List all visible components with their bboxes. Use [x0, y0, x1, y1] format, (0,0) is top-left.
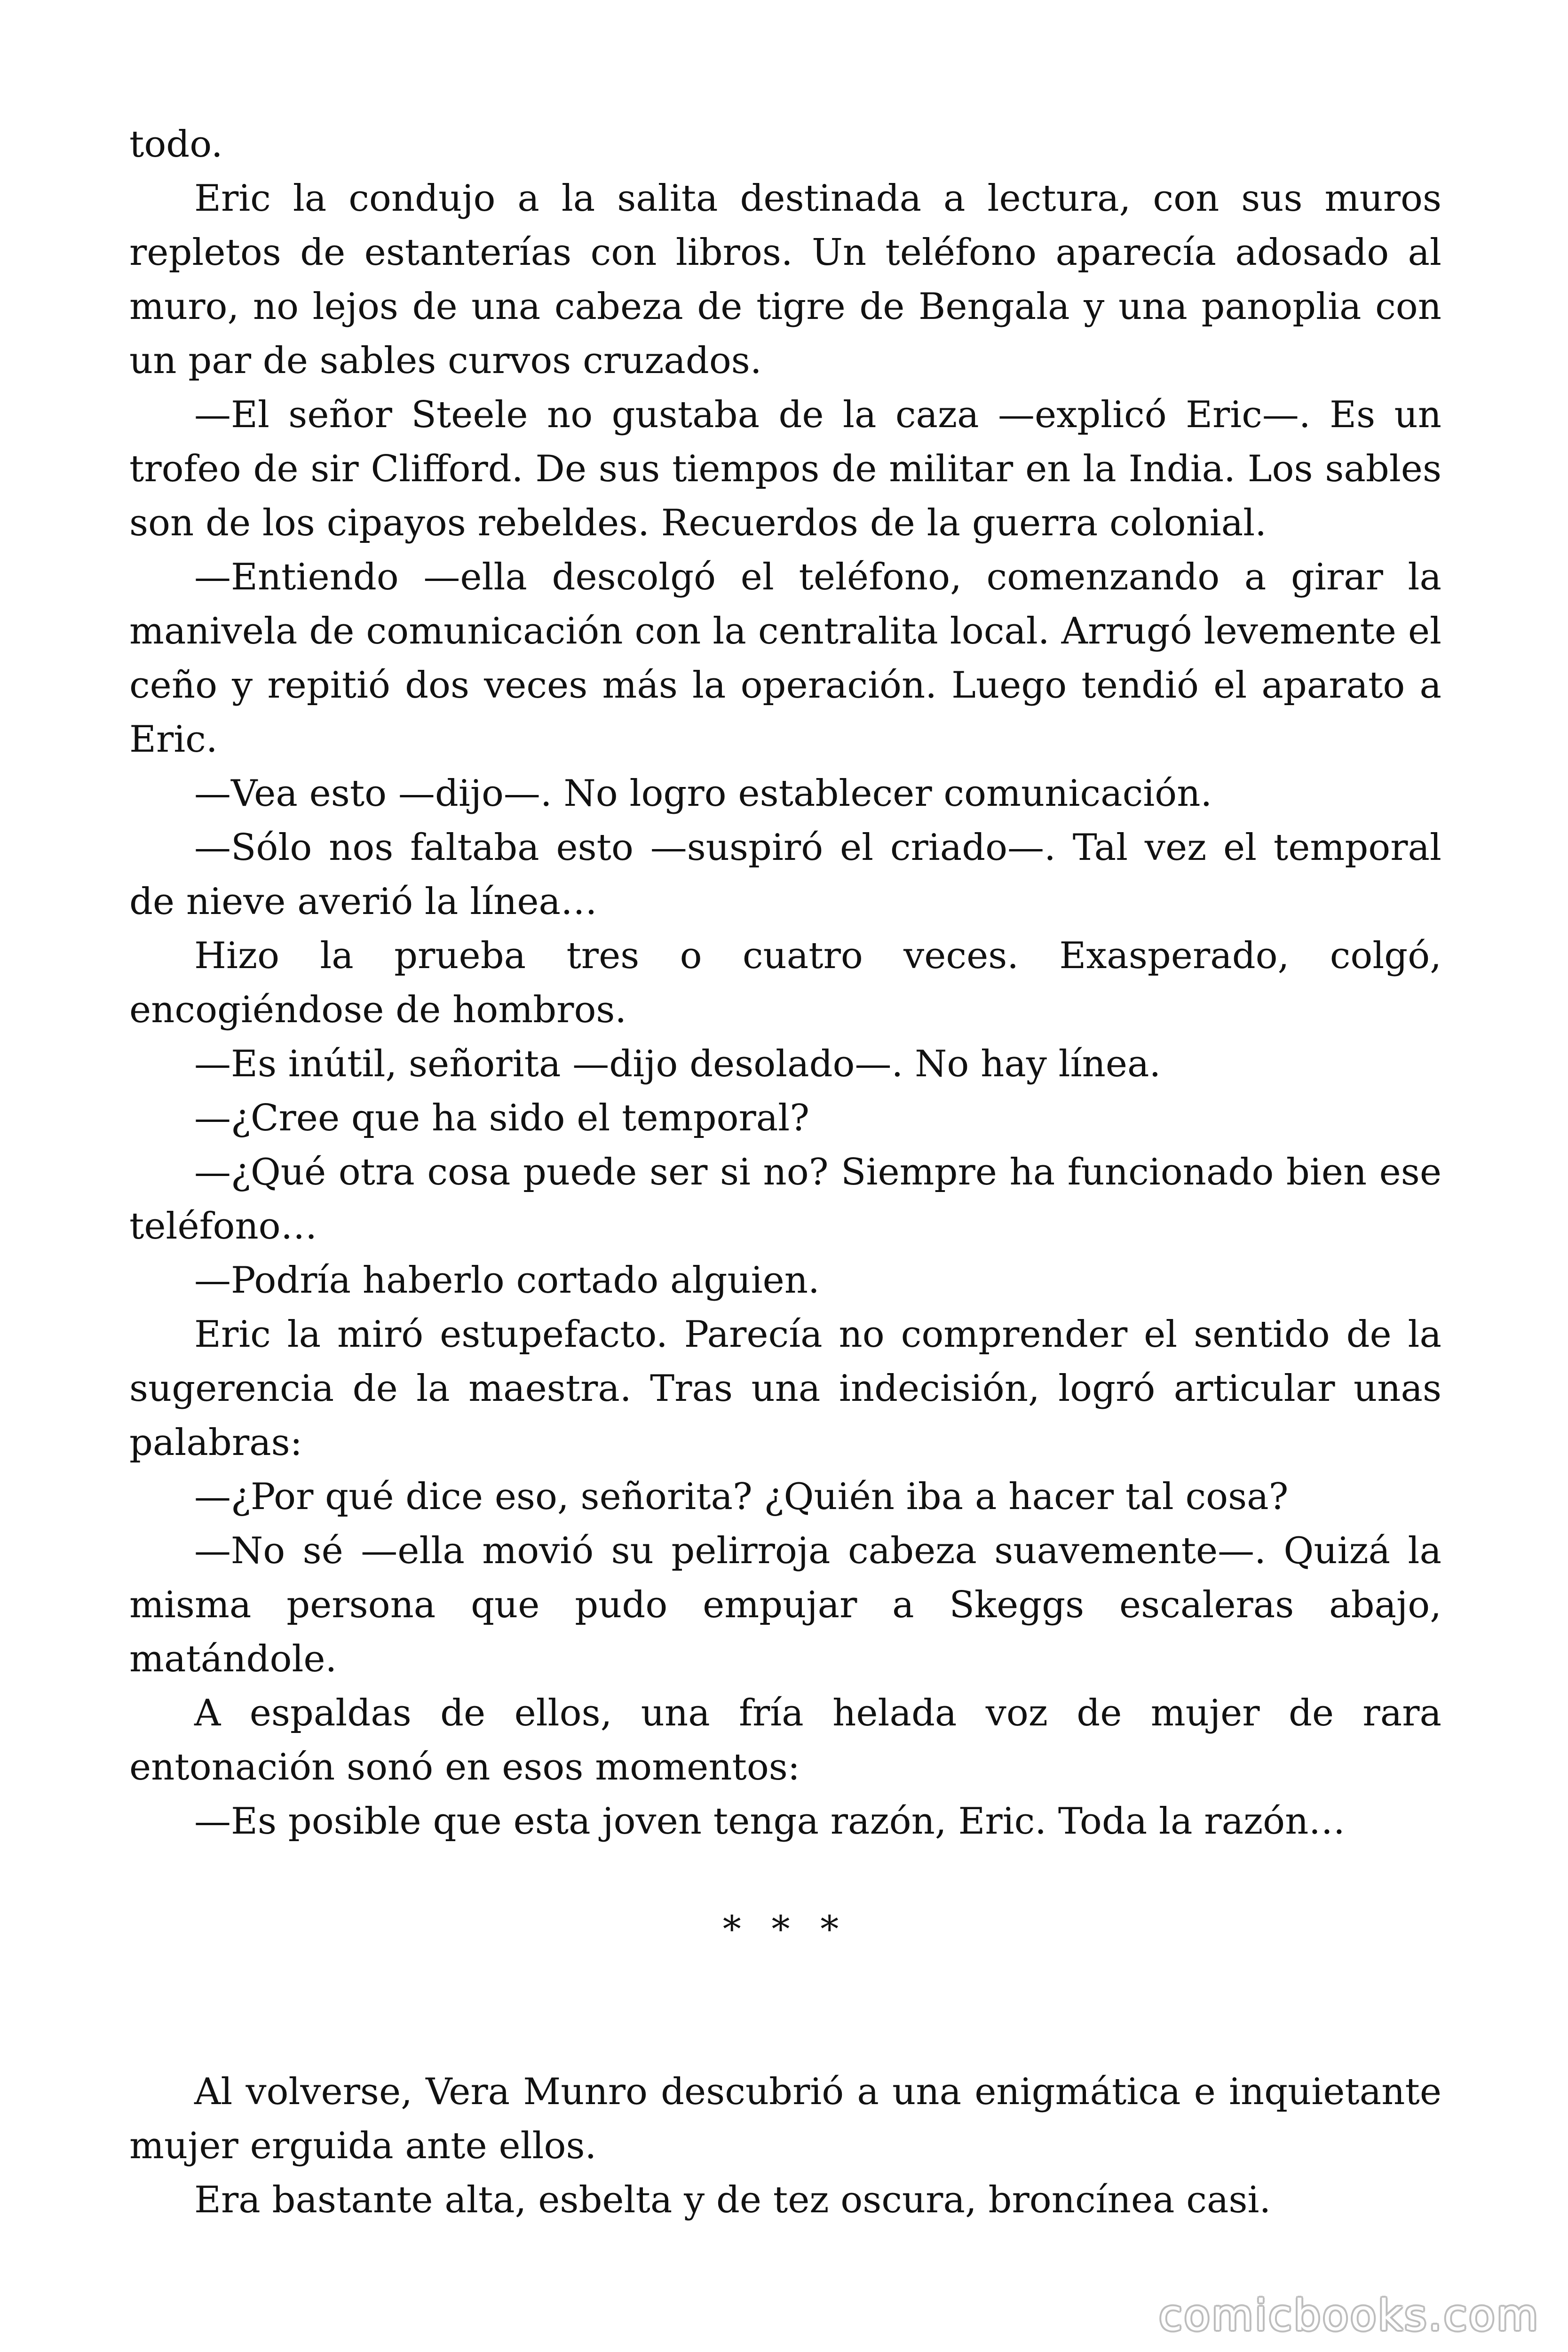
watermark-logo: comicbooks.com — [1159, 2291, 1540, 2340]
text-before-separator — [129, 118, 1441, 1849]
paragraph: —Sólo nos faltaba esto —suspiró el criado—. Tal vez el temporal de nieve averió la línea… — [129, 826, 1441, 923]
paragraph: Hizo la prueba tres o cuatro veces. Exasperado, colgó, encogiéndose de hombros. — [129, 935, 1441, 1031]
paragraph: —No sé —ella movió su pelirroja cabeza suavemente—. Quizá la misma persona que pudo empujar a Skeggs escaleras abajo, matándole. — [129, 1530, 1441, 1680]
paragraph: —Es inútil, señorita —dijo desolado—. No hay línea. — [194, 1043, 1161, 1085]
paragraph: todo. — [129, 123, 223, 166]
paragraph: —¿Cree que ha sido el temporal? — [194, 1097, 810, 1139]
paragraph: Eric la miró estupefacto. Parecía no comprender el sentido de la sugerencia de la maestra. Tras una indecisión, logró articular unas palabras: — [129, 1313, 1441, 1464]
paragraph: Al volverse, Vera Munro descubrió a una enigmática e inquietante mujer erguida ante ellos. — [129, 2071, 1441, 2167]
paragraph: A espaldas de ellos, una fría helada voz de mujer de rara entonación sonó en esos momentos: — [129, 1692, 1441, 1788]
paragraph: —Entiendo —ella descolgó el teléfono, comenzando a girar la manivela de comunicación con la centralita local. Arrugó levemente el ceño y repitió dos veces más la operación. Luego tendió el aparato a Eric. — [129, 556, 1441, 761]
paragraph: Eric la condujo a la salita destinada a lectura, con sus muros repletos de estanterías con libros. Un teléfono aparecía adosado al muro, no lejos de una cabeza de tigre de Bengala y una panoplia con un par de sables curvos cruzados. — [129, 177, 1441, 382]
paragraph: —¿Por qué dice eso, señorita? ¿Quién iba a hacer tal cosa? — [194, 1476, 1289, 1518]
text-after-separator — [129, 2065, 1441, 2227]
paragraph: —Podría haberlo cortado alguien. — [194, 1259, 820, 1302]
paragraph: Era bastante alta, esbelta y de tez oscura, broncínea casi. — [194, 2179, 1271, 2221]
paragraph: —Vea esto —dijo—. No logro establecer comunicación. — [194, 772, 1212, 815]
book-page — [129, 118, 1441, 2305]
paragraph: —El señor Steele no gustaba de la caza —explicó Eric—. Es un trofeo de sir Clifford. De sus tiempos de militar en la India. Los sables son de los cipayos rebeldes. Recuerdos de la guerra colonial. — [129, 394, 1441, 544]
paragraph: —Es posible que esta joven tenga razón, Eric. Toda la razón… — [194, 1800, 1346, 1843]
paragraph: —¿Qué otra cosa puede ser si no? Siempre ha funcionado bien ese teléfono… — [129, 1151, 1441, 1248]
scene-separator: * * * — [722, 1908, 848, 1951]
